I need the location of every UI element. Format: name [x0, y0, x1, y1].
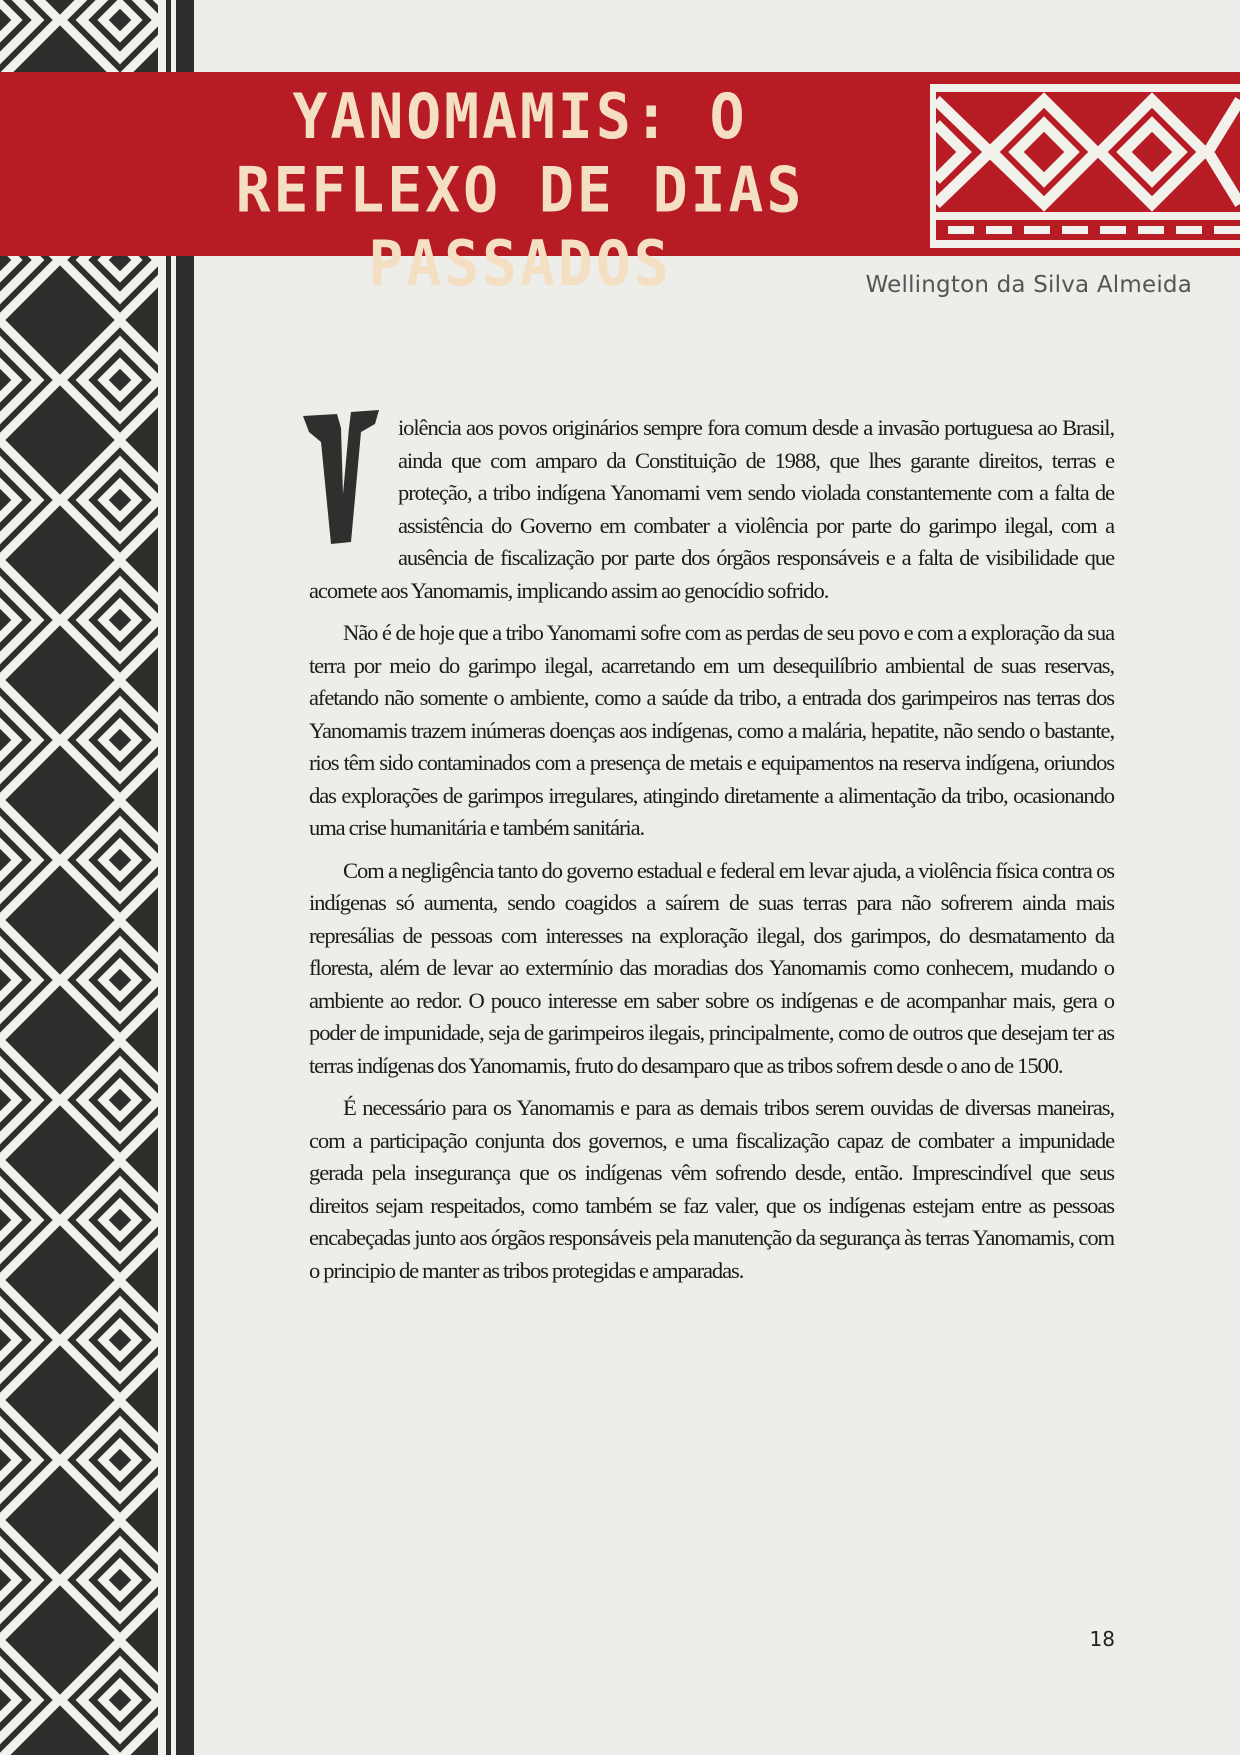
paragraph-1: iolência aos povos originários sempre fora comum desde a invasão portuguesa ao Brasil, ainda que com amparo da Constituição de 1988, que lhes garante direitos, terras e proteção, a tribo indígena Yanomami vem sendo violada constantemente com a falta de assistência do Governo em combater a violência por parte do garimpo ilegal, com a ausência de fiscalização por parte dos órgãos responsáveis e a falta de visibilidade que acomete aos Yanomamis, implicando assim ao genocídio sofrido. — [309, 415, 1114, 603]
article-body — [309, 412, 1114, 1297]
page-number: 18 — [1089, 1627, 1115, 1651]
paragraph-2: Não é de hoje que a tribo Yanomami sofre com as perdas de seu povo e com a exploração da sua terra por meio do garimpo ilegal, acarretando em um desequilíbrio ambiental de suas reservas, afetando não somente o ambiente, como a saúde da tribo, a entrada dos garimpeiros nas terras dos Yanomamis trazem inúmeras doenças aos indígenas, como a malária, hepatite, não sendo o bastante, rios têm sido contaminados com a presença de metais e equipamentos na reserva indígena, oriundos das explorações de garimpos irregulares, atingindo diretamente a alimentação da tribo, ocasionando uma crise humanitária e também sanitária. — [309, 620, 1114, 840]
banner-tribal-pattern — [930, 84, 1240, 248]
author-name: Wellington da Silva Almeida — [865, 272, 1192, 298]
side-tribal-border — [0, 0, 200, 1755]
paragraph-4: É necessário para os Yanomamis e para as demais tribos serem ouvidas de diversas maneiras, com a participação conjunta dos governos, e uma fiscalização capaz de combater a impunidade gerada pela insegurança que os indígenas vêm sofrendo desde, então. Imprescindível que seus direitos sejam respeitados, como também se faz valer, que os indígenas estejam entre as pessoas encabeçadas junto aos órgãos responsáveis pela manutenção da segurança às terras Yanomamis, com o principio de manter as tribos protegidas e amparadas. — [309, 1095, 1114, 1283]
paragraph-3: Com a negligência tanto do governo estadual e federal em levar ajuda, a violência física contra os indígenas só aumenta, sendo coagidos a saírem de suas terras para não sofrerem ainda mais represálias de pessoas com interesses na exploração ilegal, dos garimpos, do desmatamento da floresta, além de levar ao extermínio das moradias dos Yanomamis como conhecem, mudando o ambiente ao redor. O pouco interesse em saber sobre os indígenas e de acompanhar mais, gera o poder de impunidade, seja de garimpeiros ilegais, principalmente, como de outros que desejam ter as terras indígenas dos Yanomamis, fruto do desamparo que as tribos sofrem desde o ano de 1500. — [309, 857, 1114, 1078]
drop-cap — [283, 402, 398, 568]
page-title: YANOMAMIS: O REFLEXO DE DIAS PASSADOS — [235, 79, 805, 301]
